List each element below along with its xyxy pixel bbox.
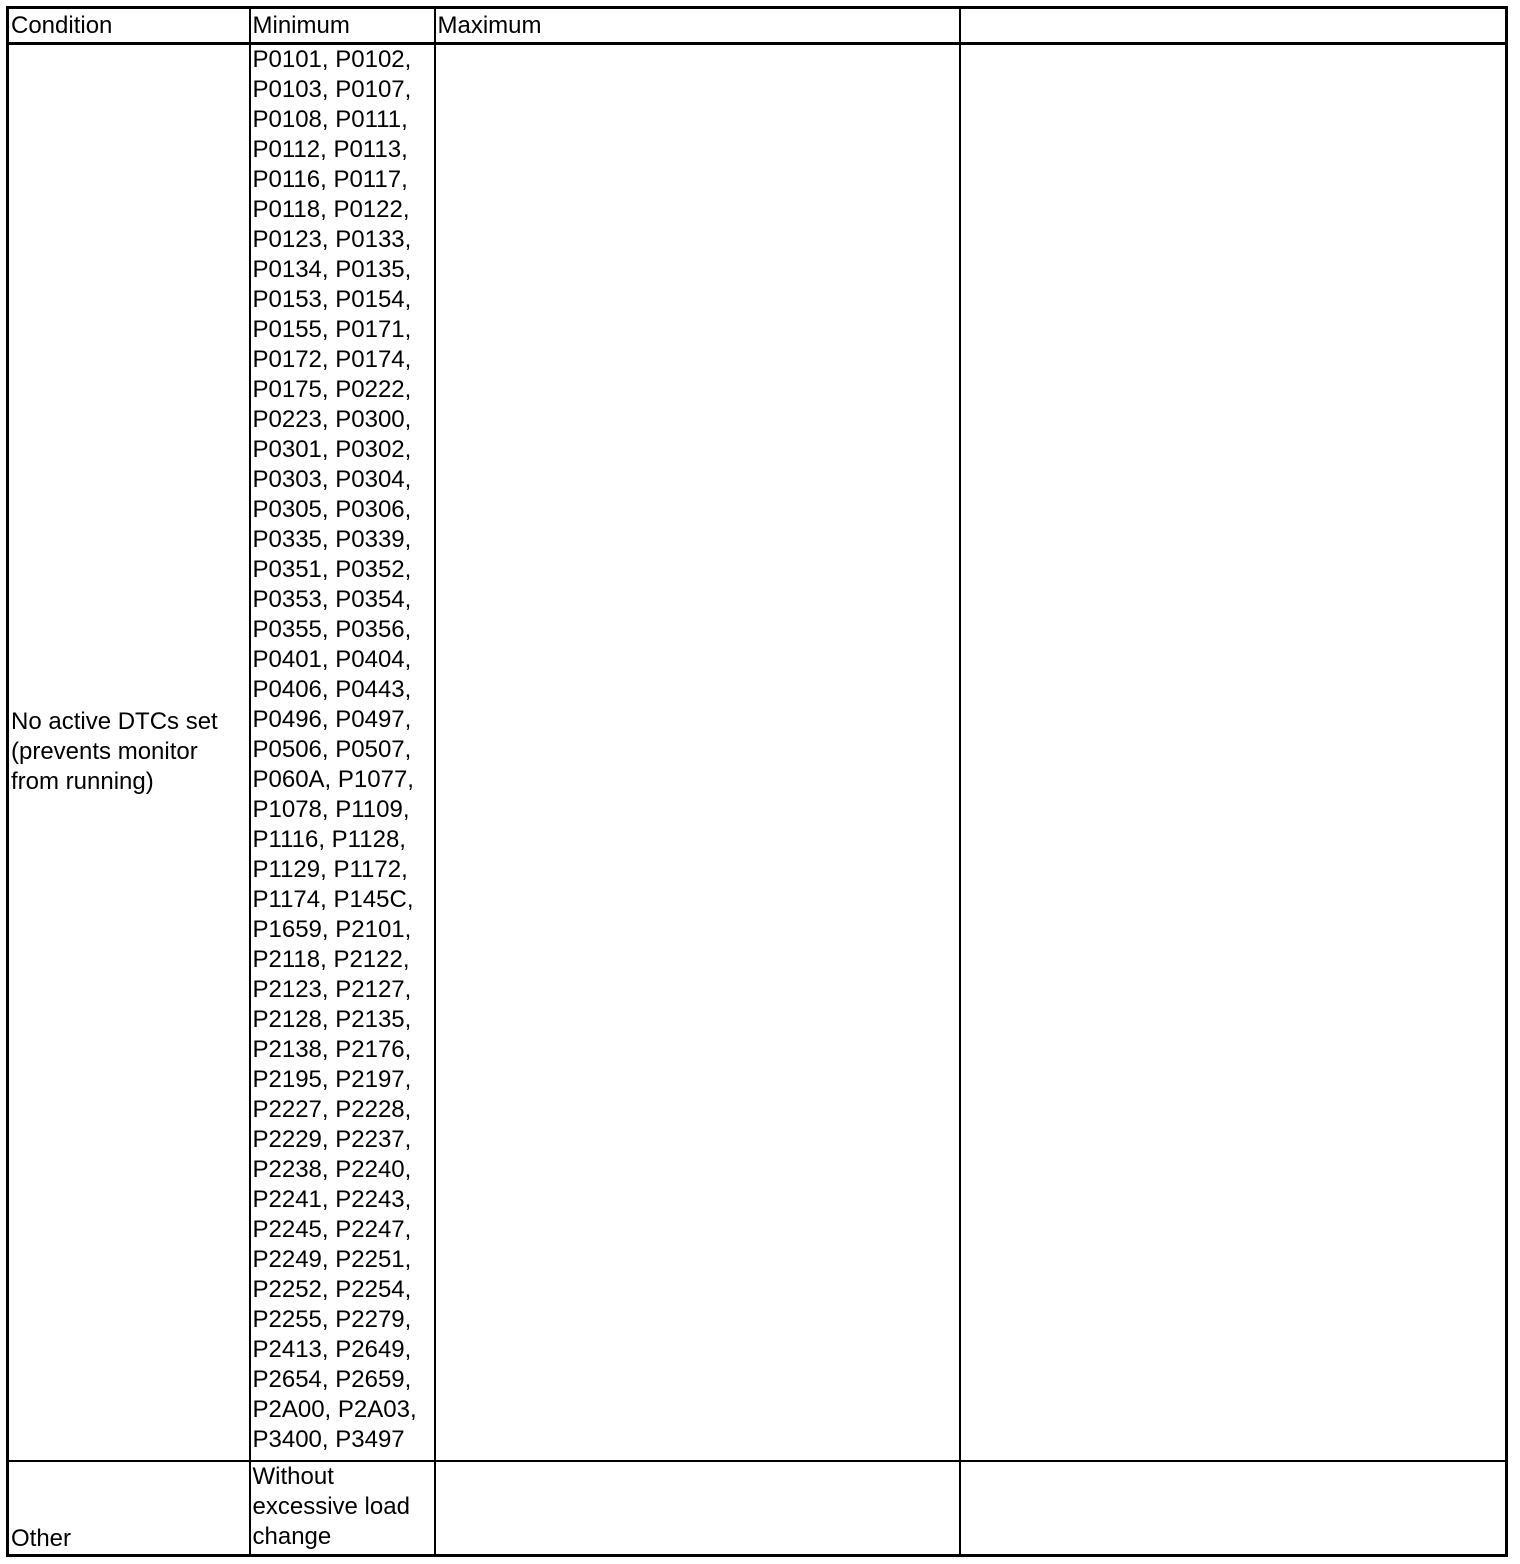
dtc-code-list: P0101, P0102, P0103, P0107, P0108, P0111, P0112, P0113, P0116, P0117, P0118, P0122, P0123, P0133, P0134, P0135, P0153, P0154, P0155, P0171, P0172, P0174, P0175, P0222, P0223, P0300, P0301, P0302, P0303, P0304, P0305, P0306, P0335, P0339, P0351, P0352, P0353, P0354, P0355, P0356, P0401, P0404, P0406, P0443, P0496, P0497, P0506, P0507, P060A, P1077, P1078, P1109, P1116, P1128, P1129, P1172, P1174, P145C, P1659, P2101, P2118, P2122, P2123, P2127, P2128, P2135, P2138, P2176, P2195, P2197, P2227, P2228, P2229, P2237, P2238, P2240, P2241, P2243, P2245, P2247, P2249, P2251, P2252, P2254, P2255, P2279, P2413, P2649, P2654, P2659, P2A00, P2A03, P3400, P3497 xyxy=(252,46,417,1453)
table-row xyxy=(8,1461,1507,1556)
minimum-cell: Without excessive load change xyxy=(250,1461,435,1556)
extra-cell xyxy=(960,1461,1507,1556)
extra-cell xyxy=(960,44,1507,1461)
maximum-cell xyxy=(435,1461,960,1556)
maximum-cell xyxy=(435,44,960,1461)
condition-cell: Other xyxy=(8,1461,250,1556)
header-condition: Condition xyxy=(8,8,250,44)
condition-cell: No active DTCs set (prevents monitor from running) xyxy=(8,44,250,1461)
conditions-table xyxy=(6,6,1508,1557)
header-extra xyxy=(960,8,1507,44)
header-minimum: Minimum xyxy=(250,8,435,44)
header-maximum: Maximum xyxy=(435,8,960,44)
minimum-cell xyxy=(250,44,435,1461)
table-row xyxy=(8,44,1507,1461)
table-header-row xyxy=(8,8,1507,44)
